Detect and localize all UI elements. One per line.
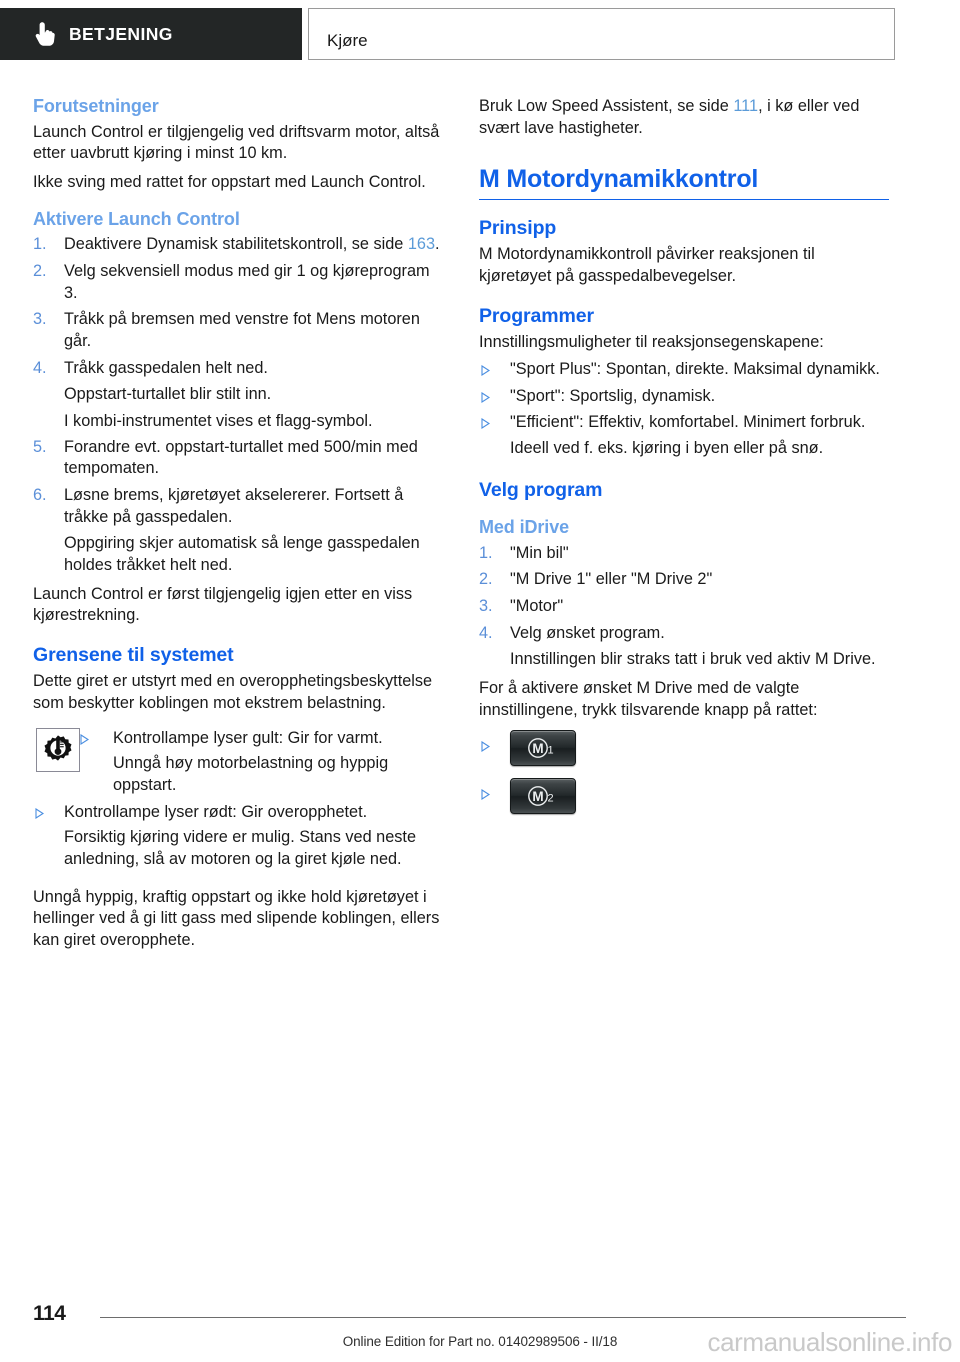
step-note: Oppgiring skjer automatisk så lenge gasspedalen holdes tråkket helt ned. [64,534,420,574]
page-title: M Motordynamikkontrol [479,165,889,200]
list-text: Velg sekvensiell modus med gir 1 og kjøreprogram 3. [64,261,430,302]
programmer-list [479,359,889,460]
paragraph: Dette giret er utstyrt med en overopphetingsbeskyttelse som beskytter koblingen mot ekstrem belastning. [33,672,433,713]
gear-thermometer-glyph [42,734,74,766]
list-number: 5. [33,437,47,456]
warning-subtext: Unngå høy motorbelastning og hyppig oppstart. [113,754,389,795]
intro-text: Bruk Low Speed Assistent, se side [479,97,734,115]
heading-velg-program: Velg program [479,478,603,501]
list-number: 2. [33,261,47,280]
section-tab[interactable] [308,8,895,60]
list-item [479,623,889,645]
list-text: "Sport Plus": Spontan, direkte. Maksimal dynamikk. [510,359,880,378]
page-number: 114 [33,1302,66,1325]
list-item [33,802,443,871]
gear-thermometer-icon [36,728,80,772]
list-number: 4. [479,623,493,642]
list-item [479,359,889,381]
m-drive-2-button-icon [521,784,565,808]
bullet-triangle-icon [481,418,490,429]
heading-prinsipp: Prinsipp [479,217,557,240]
list-number: 1. [479,543,493,562]
grensene-bullet-list [33,802,443,871]
list-text: "M Drive 1" eller "M Drive 2" [510,570,713,589]
list-text: Løsne brems, kjøretøyet akselererer. Fortsett å tråkke på gasspedalen. [64,485,404,526]
list-item [479,730,889,766]
chapter-tab[interactable] [0,8,302,60]
page-reference[interactable]: 111 [733,97,759,115]
list-number: 6. [33,485,47,504]
m-drive-1-button-icon [521,736,565,760]
paragraph: For å aktivere ønsket M Drive med de valgte innstillingene, trykk tilsvarende knapp på rattet: [479,678,818,719]
paragraph: Unngå hyppig, kraftig oppstart og ikke hold kjøretøyet i hellinger ved å gi litt gass med slipende koblingen, ellers kan giret overopphete. [33,887,440,950]
watermark: carmanualsonline.info [707,1327,952,1357]
bullet-triangle-icon [80,734,89,745]
footer-edition-note: Online Edition for Part no. 01402989506 - II/18 [342,1334,618,1349]
section-label: Kjøre [327,31,368,50]
list-text: Kontrollampe lyser rødt: Gir overopphetet. [64,802,368,821]
list-number: 3. [33,310,47,329]
chapter-label: BETJENING [69,23,173,44]
list-number: 3. [479,596,493,615]
warning-text: Kontrollampe lyser gult: Gir for varmt. [113,728,383,747]
list-text: Velg ønsket program. [510,623,665,642]
step-text-tail: . [435,235,440,254]
paragraph: Launch Control er først tilgjengelig igjen etter en viss kjørestrekning. [33,584,413,625]
list-item [33,261,443,304]
heading-forutsetninger: Forutsetninger [33,96,159,116]
footer-divider [100,1317,906,1318]
bullet-triangle-icon [35,808,44,819]
paragraph: Ikke sving med rattet for oppstart med Launch Control. [33,172,426,191]
left-column [33,96,443,952]
m-drive-2-button[interactable] [510,778,576,814]
list-text: "Min bil" [510,543,569,562]
list-item [479,569,889,591]
bullet-triangle-icon [481,365,490,376]
list-item [33,309,443,352]
heading-aktivere-launch-control: Aktivere Launch Control [33,208,240,229]
intro-text-tail: , i kø eller ved svært lave hastigheter. [479,97,860,137]
paragraph-intro [479,96,889,139]
m-drive-button-list [479,730,889,814]
pointing-hand-icon [33,21,55,47]
list-item [33,437,443,480]
step-note: Oppstart-turtallet blir stilt inn. [64,385,272,404]
list-number: 2. [479,570,493,589]
right-column [479,96,889,814]
step-text: Deaktivere Dynamisk stabilitetskontroll, se side [64,235,408,254]
list-item [33,234,443,256]
list-text [64,235,440,253]
aktivere-steps-list-cont [33,437,443,529]
list-text: Tråkk på bremsen med venstre fot Mens motoren går. [64,310,420,350]
warning-symbol-row [33,728,443,797]
svg-text:M: M [532,789,544,805]
list-item [479,543,889,565]
page-header [0,8,960,60]
svg-text:M: M [532,741,544,757]
list-item [33,358,443,380]
list-item [33,485,443,528]
heading-grensene-til-systemet: Grensene til systemet [33,643,234,666]
list-text: "Efficient": Effektiv, komfortabel. Minimert forbruk. [510,413,866,432]
list-item [479,412,889,459]
aktivere-steps-list [33,234,443,379]
list-text: "Sport": Sportslig, dynamisk. [510,386,716,405]
med-idrive-steps-list [479,543,889,645]
step-note: Innstillingen blir straks tatt i bruk ved aktiv M Drive. [510,650,876,669]
bullet-triangle-icon [481,741,490,752]
page-footer [0,1276,960,1362]
paragraph: Launch Control er tilgjengelig ved driftsvarm motor, altså etter uavbrutt kjøring i minst 10 km. [33,122,440,163]
bullet-triangle-icon [481,789,490,800]
svg-text:2: 2 [547,792,554,805]
step-note: I kombi-instrumentet vises et flagg-symbol. [64,411,373,430]
svg-text:1: 1 [547,744,554,757]
list-item [479,778,889,814]
bullet-triangle-icon [481,392,490,403]
page-reference[interactable]: 163 [407,235,436,254]
list-subtext: Ideell ved f. eks. kjøring i byen eller på snø. [510,438,824,457]
m-drive-1-button[interactable] [510,730,576,766]
list-text: "Motor" [510,596,564,615]
list-number: 4. [33,358,47,377]
list-item [479,386,889,408]
list-text: Tråkk gasspedalen helt ned. [64,358,268,377]
list-text: Forandre evt. oppstart-turtallet med 500/min med tempomaten. [64,437,418,478]
list-subtext: Forsiktig kjøring videre er mulig. Stans ved neste anledning, slå av motoren og la giret kjøle ned. [64,828,416,869]
list-item [479,596,889,618]
heading-med-idrive: Med iDrive [479,516,570,537]
list-number: 1. [33,235,47,254]
paragraph: M Motordynamikkontroll påvirker reaksjonen til kjøretøyet på gasspedalbevegelser. [479,245,815,286]
heading-programmer: Programmer [479,304,594,327]
paragraph: Innstillingsmuligheter til reaksjonsegenskapene: [479,333,824,352]
